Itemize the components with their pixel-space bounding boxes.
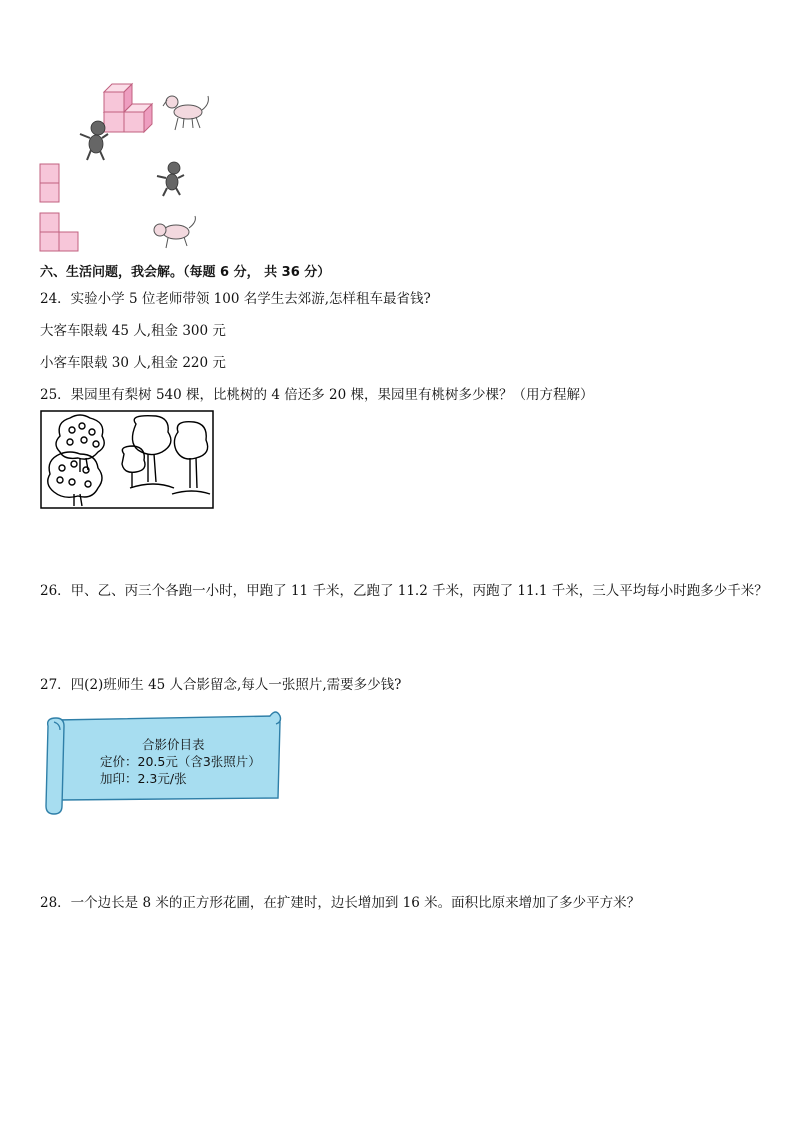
question-24: 24．实验小学 5 位老师带领 100 名学生去郊游,怎样租车最省钱? (40, 291, 431, 307)
scroll-price: 定价：20.5元（含3张照片） (100, 754, 261, 769)
cube-block (104, 84, 132, 112)
monkey-icon (80, 121, 108, 160)
scroll-title: 合影价目表 (142, 737, 205, 752)
cube-figure (36, 80, 216, 260)
question-26: 26．甲、乙、丙三个各跑一小时，甲跑了 11 千米，乙跑了 11.2 千米，丙跑了 11.1 千米，三人平均每小时跑多少千米？ (40, 583, 768, 599)
cube-stack (104, 84, 152, 132)
question-27: 27．四(2)班师生 45 人合影留念,每人一张照片,需要多少钱? (40, 677, 402, 693)
dog-icon (154, 216, 195, 248)
question-24-line-2: 小客车限载 30 人,租金 220 元 (40, 355, 226, 371)
question-25: 25．果园里有梨树 540 棵，比桃树的 4 倍还多 20 棵，果园里有桃树多少棵？（用方程解） (40, 387, 594, 403)
price-scroll (42, 708, 282, 816)
question-28: 28．一个边长是 8 米的正方形花圃，在扩建时，边长增加到 16 米。面积比原来增加了多少平方米？ (40, 895, 641, 911)
view-vertical (40, 164, 59, 202)
question-24-line-1: 大客车限载 45 人,租金 300 元 (40, 323, 226, 339)
view-l-shape (40, 213, 78, 251)
dog-icon (163, 96, 208, 130)
section-heading: 六、生活问题，我会解。（每题 6 分， 共 36 分） (40, 265, 331, 280)
orchard-illustration (40, 410, 214, 510)
scroll-extra: 加印：2.3元/张 (100, 771, 187, 786)
monkey-icon (157, 162, 184, 196)
